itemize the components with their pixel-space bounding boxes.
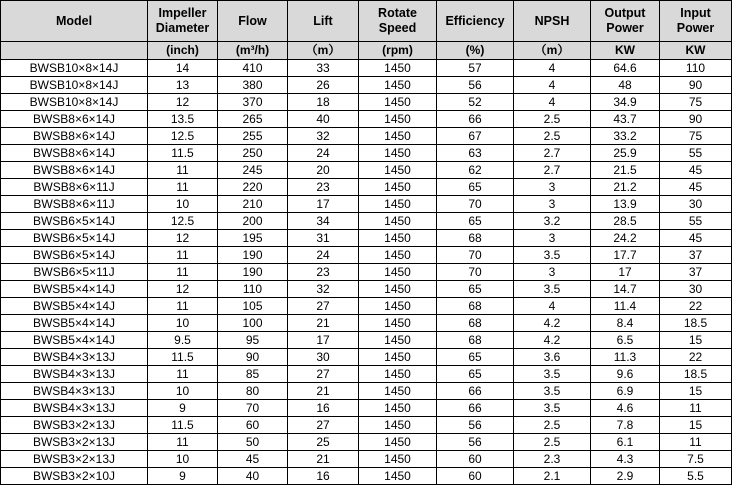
cell-impeller-diameter: 12 <box>148 281 218 298</box>
cell-efficiency: 65 <box>437 179 514 196</box>
cell-output-power: 25.9 <box>591 145 660 162</box>
cell-impeller-diameter: 10 <box>148 196 218 213</box>
cell-model: BWSB10×8×14J <box>1 60 148 77</box>
unit-speed: (rpm) <box>359 42 437 60</box>
cell-rotate-speed: 1450 <box>359 179 437 196</box>
cell-model: BWSB3×2×10J <box>1 468 148 485</box>
cell-input-power: 11 <box>660 434 732 451</box>
cell-flow: 190 <box>218 247 288 264</box>
cell-output-power: 6.5 <box>591 332 660 349</box>
cell-rotate-speed: 1450 <box>359 111 437 128</box>
cell-output-power: 4.3 <box>591 451 660 468</box>
cell-rotate-speed: 1450 <box>359 213 437 230</box>
cell-input-power: 22 <box>660 298 732 315</box>
cell-output-power: 8.4 <box>591 315 660 332</box>
cell-flow: 190 <box>218 264 288 281</box>
cell-model: BWSB3×2×13J <box>1 434 148 451</box>
cell-input-power: 18.5 <box>660 315 732 332</box>
cell-lift: 32 <box>288 128 359 145</box>
cell-npsh: 3 <box>514 230 591 247</box>
cell-flow: 45 <box>218 451 288 468</box>
header-model: Model <box>1 1 148 42</box>
cell-output-power: 11.3 <box>591 349 660 366</box>
cell-lift: 21 <box>288 451 359 468</box>
cell-flow: 100 <box>218 315 288 332</box>
table-row <box>1 162 732 179</box>
table-row <box>1 298 732 315</box>
cell-input-power: 55 <box>660 213 732 230</box>
cell-lift: 20 <box>288 162 359 179</box>
table-row <box>1 400 732 417</box>
cell-rotate-speed: 1450 <box>359 230 437 247</box>
cell-lift: 40 <box>288 111 359 128</box>
cell-flow: 110 <box>218 281 288 298</box>
cell-lift: 34 <box>288 213 359 230</box>
cell-rotate-speed: 1450 <box>359 196 437 213</box>
cell-input-power: 15 <box>660 417 732 434</box>
cell-lift: 33 <box>288 60 359 77</box>
unit-efficiency: (%) <box>437 42 514 60</box>
cell-lift: 31 <box>288 230 359 247</box>
cell-flow: 370 <box>218 94 288 111</box>
table-row <box>1 349 732 366</box>
table-row <box>1 128 732 145</box>
cell-npsh: 3.5 <box>514 281 591 298</box>
header-rotate-speed: Rotate Speed <box>359 1 437 42</box>
cell-efficiency: 65 <box>437 213 514 230</box>
cell-flow: 195 <box>218 230 288 247</box>
table-row <box>1 145 732 162</box>
cell-efficiency: 56 <box>437 434 514 451</box>
cell-model: BWSB6×5×11J <box>1 264 148 281</box>
cell-model: BWSB8×6×11J <box>1 179 148 196</box>
cell-npsh: 3.5 <box>514 400 591 417</box>
cell-flow: 210 <box>218 196 288 213</box>
cell-input-power: 37 <box>660 264 732 281</box>
cell-impeller-diameter: 9 <box>148 400 218 417</box>
cell-npsh: 3 <box>514 264 591 281</box>
cell-model: BWSB10×8×14J <box>1 94 148 111</box>
cell-output-power: 4.6 <box>591 400 660 417</box>
cell-rotate-speed: 1450 <box>359 468 437 485</box>
cell-flow: 250 <box>218 145 288 162</box>
cell-npsh: 3.6 <box>514 349 591 366</box>
cell-lift: 21 <box>288 383 359 400</box>
cell-model: BWSB4×3×13J <box>1 400 148 417</box>
cell-output-power: 17.7 <box>591 247 660 264</box>
cell-impeller-diameter: 11 <box>148 264 218 281</box>
cell-impeller-diameter: 10 <box>148 383 218 400</box>
cell-impeller-diameter: 11.5 <box>148 349 218 366</box>
cell-input-power: 90 <box>660 111 732 128</box>
cell-flow: 60 <box>218 417 288 434</box>
cell-efficiency: 67 <box>437 128 514 145</box>
cell-lift: 23 <box>288 179 359 196</box>
table-row <box>1 179 732 196</box>
cell-lift: 16 <box>288 468 359 485</box>
unit-impeller: (inch) <box>148 42 218 60</box>
cell-input-power: 55 <box>660 145 732 162</box>
cell-efficiency: 66 <box>437 111 514 128</box>
cell-input-power: 45 <box>660 179 732 196</box>
cell-rotate-speed: 1450 <box>359 145 437 162</box>
cell-npsh: 3.5 <box>514 383 591 400</box>
cell-output-power: 28.5 <box>591 213 660 230</box>
cell-input-power: 18.5 <box>660 366 732 383</box>
cell-lift: 32 <box>288 281 359 298</box>
cell-flow: 85 <box>218 366 288 383</box>
cell-lift: 17 <box>288 196 359 213</box>
table-row <box>1 213 732 230</box>
cell-efficiency: 65 <box>437 349 514 366</box>
cell-model: BWSB8×6×14J <box>1 128 148 145</box>
cell-npsh: 2.3 <box>514 451 591 468</box>
cell-output-power: 33.2 <box>591 128 660 145</box>
cell-npsh: 4.2 <box>514 315 591 332</box>
table-row <box>1 264 732 281</box>
cell-efficiency: 68 <box>437 315 514 332</box>
cell-model: BWSB8×6×14J <box>1 145 148 162</box>
unit-output: KW <box>591 42 660 60</box>
cell-impeller-diameter: 13.5 <box>148 111 218 128</box>
cell-output-power: 9.6 <box>591 366 660 383</box>
cell-impeller-diameter: 11.5 <box>148 417 218 434</box>
cell-flow: 255 <box>218 128 288 145</box>
table-row <box>1 332 732 349</box>
cell-npsh: 3.5 <box>514 247 591 264</box>
cell-efficiency: 68 <box>437 230 514 247</box>
cell-efficiency: 70 <box>437 264 514 281</box>
cell-input-power: 75 <box>660 128 732 145</box>
cell-npsh: 2.7 <box>514 145 591 162</box>
cell-efficiency: 57 <box>437 60 514 77</box>
header-input-power: Input Power <box>660 1 732 42</box>
cell-output-power: 21.5 <box>591 162 660 179</box>
cell-lift: 21 <box>288 315 359 332</box>
cell-lift: 27 <box>288 366 359 383</box>
cell-rotate-speed: 1450 <box>359 162 437 179</box>
table-row <box>1 417 732 434</box>
cell-output-power: 6.1 <box>591 434 660 451</box>
table-row <box>1 315 732 332</box>
cell-impeller-diameter: 10 <box>148 451 218 468</box>
cell-efficiency: 70 <box>437 247 514 264</box>
cell-npsh: 2.5 <box>514 417 591 434</box>
table-row <box>1 468 732 485</box>
cell-input-power: 15 <box>660 332 732 349</box>
table-body <box>1 60 732 485</box>
table-row <box>1 366 732 383</box>
cell-input-power: 22 <box>660 349 732 366</box>
cell-output-power: 7.8 <box>591 417 660 434</box>
cell-npsh: 4 <box>514 94 591 111</box>
cell-input-power: 11 <box>660 400 732 417</box>
table-row <box>1 196 732 213</box>
cell-flow: 245 <box>218 162 288 179</box>
cell-rotate-speed: 1450 <box>359 247 437 264</box>
cell-rotate-speed: 1450 <box>359 349 437 366</box>
header-lift: Lift <box>288 1 359 42</box>
cell-input-power: 37 <box>660 247 732 264</box>
cell-output-power: 14.7 <box>591 281 660 298</box>
cell-npsh: 2.5 <box>514 434 591 451</box>
cell-output-power: 11.4 <box>591 298 660 315</box>
table-row <box>1 281 732 298</box>
cell-rotate-speed: 1450 <box>359 94 437 111</box>
cell-lift: 24 <box>288 145 359 162</box>
cell-model: BWSB5×4×14J <box>1 281 148 298</box>
unit-lift: （m） <box>288 42 359 60</box>
cell-impeller-diameter: 11.5 <box>148 145 218 162</box>
cell-flow: 90 <box>218 349 288 366</box>
cell-efficiency: 62 <box>437 162 514 179</box>
cell-model: BWSB4×3×13J <box>1 349 148 366</box>
cell-flow: 380 <box>218 77 288 94</box>
cell-model: BWSB8×6×11J <box>1 196 148 213</box>
cell-flow: 265 <box>218 111 288 128</box>
cell-rotate-speed: 1450 <box>359 128 437 145</box>
cell-lift: 30 <box>288 349 359 366</box>
cell-model: BWSB6×5×14J <box>1 213 148 230</box>
header-efficiency: Efficiency <box>437 1 514 42</box>
cell-efficiency: 56 <box>437 77 514 94</box>
cell-rotate-speed: 1450 <box>359 417 437 434</box>
cell-efficiency: 66 <box>437 383 514 400</box>
unit-input: KW <box>660 42 732 60</box>
table-row <box>1 94 732 111</box>
cell-model: BWSB8×6×14J <box>1 111 148 128</box>
cell-output-power: 21.2 <box>591 179 660 196</box>
cell-flow: 80 <box>218 383 288 400</box>
cell-lift: 23 <box>288 264 359 281</box>
cell-efficiency: 63 <box>437 145 514 162</box>
cell-model: BWSB4×3×13J <box>1 383 148 400</box>
cell-lift: 25 <box>288 434 359 451</box>
cell-rotate-speed: 1450 <box>359 298 437 315</box>
cell-model: BWSB8×6×14J <box>1 162 148 179</box>
cell-model: BWSB10×8×14J <box>1 77 148 94</box>
cell-efficiency: 65 <box>437 281 514 298</box>
cell-npsh: 4 <box>514 60 591 77</box>
cell-impeller-diameter: 11 <box>148 247 218 264</box>
cell-input-power: 45 <box>660 230 732 247</box>
cell-flow: 410 <box>218 60 288 77</box>
cell-impeller-diameter: 9.5 <box>148 332 218 349</box>
cell-impeller-diameter: 11 <box>148 434 218 451</box>
header-impeller-diameter: Impeller Diameter <box>148 1 218 42</box>
cell-input-power: 30 <box>660 281 732 298</box>
cell-model: BWSB6×5×14J <box>1 247 148 264</box>
cell-output-power: 6.9 <box>591 383 660 400</box>
unit-flow: (m³/h) <box>218 42 288 60</box>
cell-input-power: 7.5 <box>660 451 732 468</box>
cell-flow: 200 <box>218 213 288 230</box>
cell-rotate-speed: 1450 <box>359 434 437 451</box>
cell-input-power: 110 <box>660 60 732 77</box>
cell-npsh: 4 <box>514 298 591 315</box>
header-row <box>1 1 732 42</box>
cell-npsh: 2.7 <box>514 162 591 179</box>
cell-impeller-diameter: 11 <box>148 179 218 196</box>
cell-efficiency: 68 <box>437 332 514 349</box>
cell-output-power: 2.9 <box>591 468 660 485</box>
cell-impeller-diameter: 11 <box>148 162 218 179</box>
table-row <box>1 451 732 468</box>
table-row <box>1 247 732 264</box>
cell-lift: 17 <box>288 332 359 349</box>
cell-impeller-diameter: 9 <box>148 468 218 485</box>
cell-output-power: 64.6 <box>591 60 660 77</box>
cell-npsh: 3 <box>514 179 591 196</box>
cell-flow: 220 <box>218 179 288 196</box>
cell-lift: 27 <box>288 298 359 315</box>
cell-model: BWSB4×3×13J <box>1 366 148 383</box>
table-row <box>1 111 732 128</box>
table-row <box>1 383 732 400</box>
cell-efficiency: 60 <box>437 468 514 485</box>
cell-flow: 50 <box>218 434 288 451</box>
cell-lift: 26 <box>288 77 359 94</box>
header-output-power: Output Power <box>591 1 660 42</box>
cell-npsh: 2.1 <box>514 468 591 485</box>
header-flow: Flow <box>218 1 288 42</box>
cell-model: BWSB5×4×14J <box>1 332 148 349</box>
cell-rotate-speed: 1450 <box>359 77 437 94</box>
cell-model: BWSB5×4×14J <box>1 298 148 315</box>
cell-flow: 95 <box>218 332 288 349</box>
cell-efficiency: 70 <box>437 196 514 213</box>
table-row <box>1 60 732 77</box>
cell-impeller-diameter: 11 <box>148 298 218 315</box>
units-row <box>1 42 732 60</box>
cell-efficiency: 56 <box>437 417 514 434</box>
cell-rotate-speed: 1450 <box>359 366 437 383</box>
cell-input-power: 15 <box>660 383 732 400</box>
cell-rotate-speed: 1450 <box>359 400 437 417</box>
cell-impeller-diameter: 12 <box>148 230 218 247</box>
cell-rotate-speed: 1450 <box>359 264 437 281</box>
cell-npsh: 4.2 <box>514 332 591 349</box>
cell-model: BWSB3×2×13J <box>1 451 148 468</box>
cell-input-power: 30 <box>660 196 732 213</box>
cell-efficiency: 68 <box>437 298 514 315</box>
cell-impeller-diameter: 12 <box>148 94 218 111</box>
cell-input-power: 45 <box>660 162 732 179</box>
cell-output-power: 43.7 <box>591 111 660 128</box>
table-row <box>1 230 732 247</box>
cell-output-power: 24.2 <box>591 230 660 247</box>
cell-impeller-diameter: 12.5 <box>148 213 218 230</box>
cell-flow: 70 <box>218 400 288 417</box>
table-row <box>1 434 732 451</box>
cell-output-power: 17 <box>591 264 660 281</box>
cell-efficiency: 65 <box>437 366 514 383</box>
cell-npsh: 2.5 <box>514 111 591 128</box>
cell-input-power: 75 <box>660 94 732 111</box>
cell-model: BWSB3×2×13J <box>1 417 148 434</box>
cell-npsh: 2.5 <box>514 128 591 145</box>
cell-output-power: 34.9 <box>591 94 660 111</box>
cell-rotate-speed: 1450 <box>359 451 437 468</box>
cell-npsh: 3 <box>514 196 591 213</box>
cell-rotate-speed: 1450 <box>359 332 437 349</box>
cell-rotate-speed: 1450 <box>359 60 437 77</box>
cell-rotate-speed: 1450 <box>359 281 437 298</box>
unit-model-blank <box>1 42 148 60</box>
cell-flow: 40 <box>218 468 288 485</box>
cell-model: BWSB6×5×14J <box>1 230 148 247</box>
cell-output-power: 13.9 <box>591 196 660 213</box>
cell-npsh: 3.2 <box>514 213 591 230</box>
cell-impeller-diameter: 11 <box>148 366 218 383</box>
cell-rotate-speed: 1450 <box>359 315 437 332</box>
cell-impeller-diameter: 12.5 <box>148 128 218 145</box>
cell-flow: 105 <box>218 298 288 315</box>
cell-model: BWSB5×4×14J <box>1 315 148 332</box>
cell-lift: 24 <box>288 247 359 264</box>
cell-impeller-diameter: 13 <box>148 77 218 94</box>
header-npsh: NPSH <box>514 1 591 42</box>
cell-input-power: 90 <box>660 77 732 94</box>
cell-output-power: 48 <box>591 77 660 94</box>
cell-efficiency: 66 <box>437 400 514 417</box>
cell-lift: 27 <box>288 417 359 434</box>
cell-impeller-diameter: 14 <box>148 60 218 77</box>
cell-lift: 18 <box>288 94 359 111</box>
table-row <box>1 77 732 94</box>
cell-efficiency: 60 <box>437 451 514 468</box>
cell-efficiency: 52 <box>437 94 514 111</box>
cell-lift: 16 <box>288 400 359 417</box>
cell-npsh: 4 <box>514 77 591 94</box>
cell-impeller-diameter: 10 <box>148 315 218 332</box>
cell-npsh: 3.5 <box>514 366 591 383</box>
unit-npsh: （m） <box>514 42 591 60</box>
table-header <box>1 1 732 60</box>
cell-rotate-speed: 1450 <box>359 383 437 400</box>
cell-input-power: 5.5 <box>660 468 732 485</box>
